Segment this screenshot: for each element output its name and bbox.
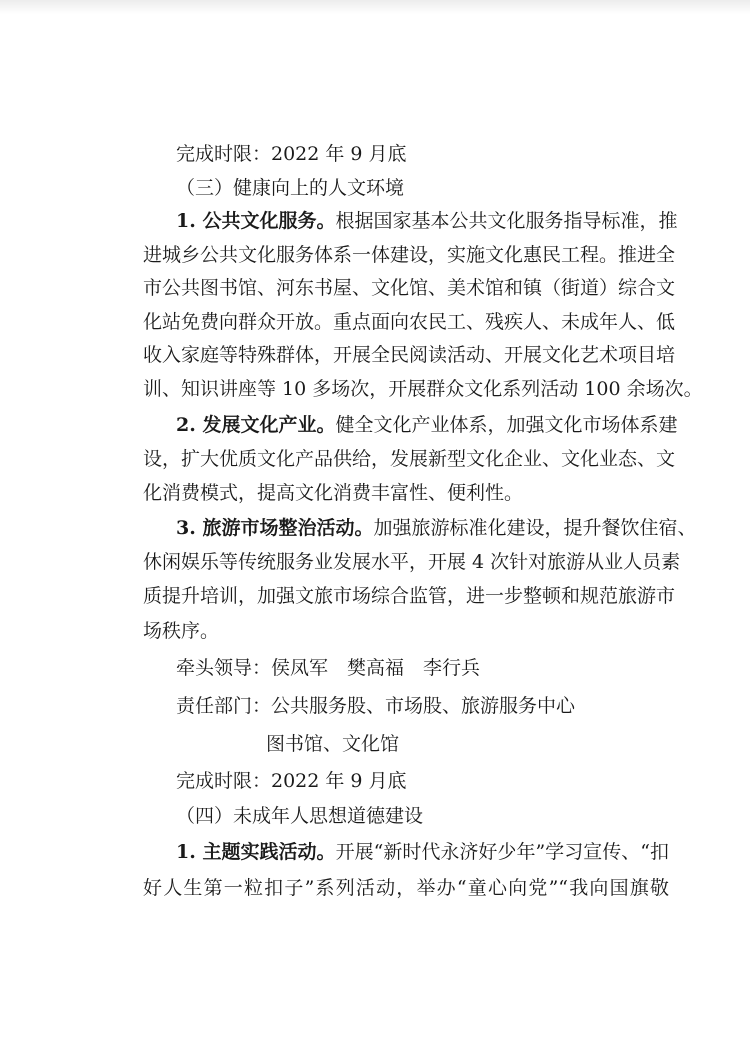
- item-title: 3. 旅游市场整治活动。: [176, 517, 374, 539]
- paragraph-line: [176, 513, 697, 543]
- item-title: 2. 发展文化产业。: [176, 414, 336, 436]
- paragraph-line: 休闲娱乐等传统服务业发展水平，开展 4 次针对旅游从业人员素: [143, 551, 681, 573]
- paragraph-line: 进城乡公共文化服务体系一体建设，实施文化惠民工程。推进全: [143, 244, 676, 266]
- paragraph-line: 化消费模式，提高文化消费丰富性、便利性。: [143, 482, 524, 504]
- paragraph-line: 质提升培训，加强文旅市场综合监管，进一步整顿和规范旅游市: [143, 585, 676, 607]
- paragraph-line: 场秩序。: [143, 620, 220, 642]
- responsible-dept-line-2: 图书馆、文化馆: [266, 733, 400, 755]
- paragraph-line: 设，扩大优质文化产品供给，发展新型文化企业、文化业态、文: [143, 448, 676, 470]
- item-title: 1. 公共文化服务。: [176, 210, 336, 232]
- paragraph-line: 好人生第一粒扣子”系列活动，举办“童心向党”“我向国旗敬: [143, 877, 669, 899]
- paragraph-line: 化站免费向群众开放。重点面向农民工、残疾人、未成年人、低: [143, 311, 676, 333]
- section-heading-3: （三）健康向上的人文环境: [176, 177, 405, 199]
- paragraph-line: 市公共图书馆、河东书屋、文化馆、美术馆和镇（街道）综合文: [143, 277, 676, 299]
- paragraph-line: 训、知识讲座等 10 多场次，开展群众文化系列活动 100 余场次。: [143, 378, 703, 400]
- lead-label: 牵头领导：: [176, 657, 272, 679]
- dept-label: 责任部门：: [176, 695, 272, 717]
- responsible-dept-line: [176, 691, 575, 721]
- section-heading-4: （四）未成年人思想道德建设: [176, 805, 424, 827]
- deadline-line: 完成时限：2022 年 9 月底: [176, 143, 407, 165]
- item-title: 1. 主题实践活动。: [176, 841, 336, 863]
- paragraph-line: [176, 410, 678, 440]
- dept-list: 公共服务股、市场股、旅游服务中心: [271, 695, 576, 717]
- paragraph-line: [176, 837, 669, 867]
- item-text: 根据国家基本公共文化服务指导标准，推: [335, 210, 678, 232]
- deadline-line: 完成时限：2022 年 9 月底: [176, 770, 407, 792]
- item-text: 健全文化产业体系，加强文化市场体系建: [335, 414, 678, 436]
- item-text: 加强旅游标准化建设，提升餐饮住宿、: [373, 517, 697, 539]
- item-text: 开展“新时代永济好少年”学习宣传、“扣: [335, 841, 669, 863]
- paragraph-line: 收入家庭等特殊群体，开展全民阅读活动、开展文化艺术项目培: [143, 344, 676, 366]
- paragraph-line: [176, 206, 678, 236]
- lead-leaders-line: [176, 653, 480, 683]
- lead-names: 侯凤军 樊高福 李行兵: [271, 657, 481, 679]
